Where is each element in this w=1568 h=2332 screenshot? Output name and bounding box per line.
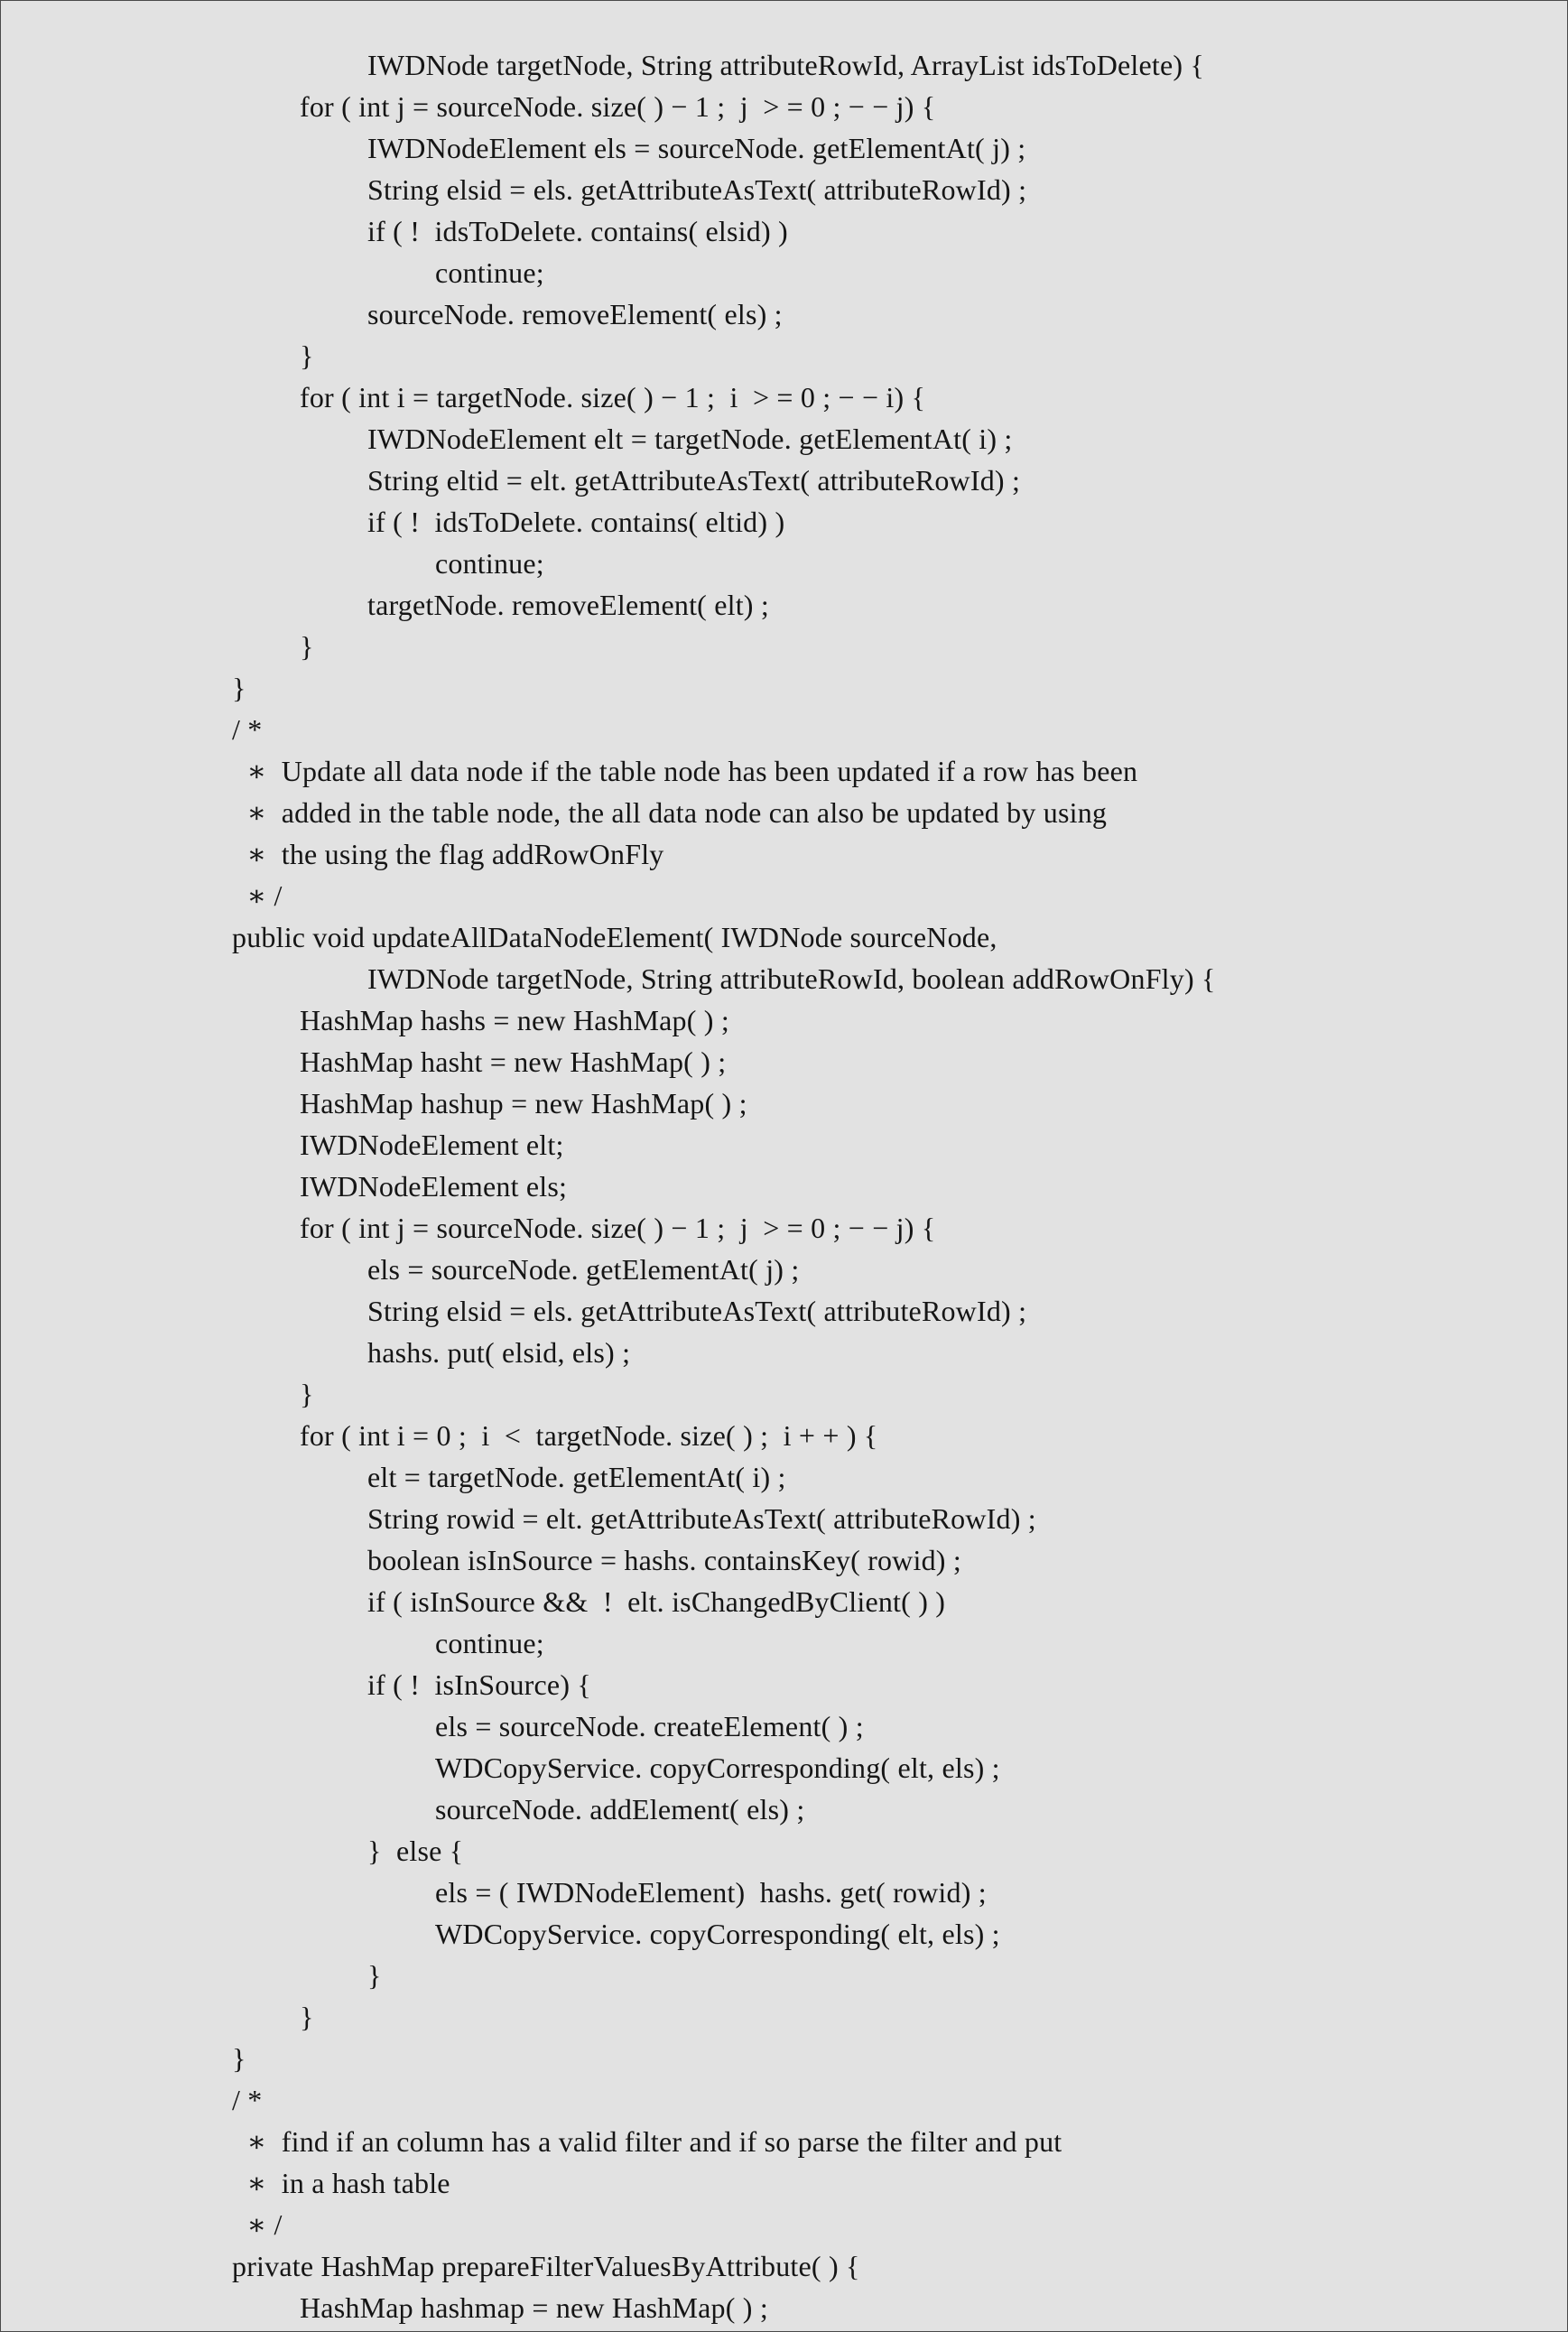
code-line: sourceNode. removeElement( els) ; <box>367 298 783 330</box>
code-line: els = ( IWDNodeElement) hashs. get( rowid) ; <box>435 1876 987 1909</box>
code-line: HashMap hashs = new HashMap( ) ; <box>300 1004 729 1036</box>
code-line: } else { <box>367 1835 464 1867</box>
code-line: String elsid = els. getAttributeAsText( attributeRowId) ; <box>367 1295 1027 1327</box>
code-line: public void updateAllDataNodeElement( IWDNode sourceNode, <box>232 921 997 953</box>
code-line: } <box>300 630 314 663</box>
code-line: IWDNodeElement elt = targetNode. getElementAt( i) ; <box>367 423 1013 455</box>
code-line: String rowid = elt. getAttributeAsText( attributeRowId) ; <box>367 1502 1036 1535</box>
code-line: IWDNodeElement els = sourceNode. getElementAt( j) ; <box>367 132 1026 164</box>
code-line: ∗ Update all data node if the table node has been updated if a row has been <box>232 755 1138 787</box>
code-line: IWDNode targetNode, String attributeRowId, boolean addRowOnFly) { <box>367 962 1216 995</box>
code-line: IWDNode targetNode, String attributeRowId, ArrayList idsToDelete) { <box>367 49 1205 81</box>
code-line: } <box>300 2001 314 2033</box>
code-line: for ( int j = sourceNode. size( ) − 1 ; j > = 0 ; − − j) { <box>300 1212 936 1244</box>
code-line: WDCopyService. copyCorresponding( elt, els) ; <box>435 1751 1000 1784</box>
code-line: HashMap hasht = new HashMap( ) ; <box>300 1045 727 1078</box>
code-line: ∗ in a hash table <box>232 2167 450 2199</box>
code-line: ∗ added in the table node, the all data node can also be updated by using <box>232 796 1108 829</box>
code-line: HashMap hashup = new HashMap( ) ; <box>300 1087 747 1120</box>
code-line: IWDNodeElement els; <box>300 1170 568 1203</box>
code-line: hashs. put( elsid, els) ; <box>367 1336 631 1369</box>
code-line: continue; <box>435 256 544 289</box>
code-line: WDCopyService. copyCorresponding( elt, els) ; <box>435 1918 1000 1950</box>
code-line: boolean isInSource = hashs. containsKey( rowid) ; <box>367 1544 961 1576</box>
code-line: continue; <box>435 1627 544 1659</box>
code-line: if ( ! idsToDelete. contains( eltid) ) <box>367 506 785 538</box>
code-line: ∗ / <box>232 2208 283 2241</box>
code-line: } <box>300 1378 314 1410</box>
code-line: continue; <box>435 547 544 580</box>
code-line: String eltid = elt. getAttributeAsText( attributeRowId) ; <box>367 464 1021 497</box>
code-line: String elsid = els. getAttributeAsText( attributeRowId) ; <box>367 173 1027 206</box>
code-line: for ( int i = 0 ; i < targetNode. size( ) ; i + + ) { <box>300 1419 878 1452</box>
code-line: ∗ the using the flag addRowOnFly <box>232 838 664 870</box>
code-line: elt = targetNode. getElementAt( i) ; <box>367 1461 786 1493</box>
code-line: } <box>232 2042 246 2075</box>
code-line: } <box>232 672 246 704</box>
code-line: els = sourceNode. getElementAt( j) ; <box>367 1253 800 1286</box>
code-line: ∗ / <box>232 879 283 912</box>
code-line: sourceNode. addElement( els) ; <box>435 1793 805 1826</box>
code-line: HashMap hashmap = new HashMap( ) ; <box>300 2291 768 2324</box>
code-line: if ( ! isInSource) { <box>367 1668 591 1701</box>
code-line: ∗ find if an column has a valid filter and if so parse the filter and put <box>232 2125 1062 2158</box>
code-line: } <box>367 1959 382 1992</box>
code-line: private HashMap prepareFilterValuesByAttribute( ) { <box>232 2250 860 2282</box>
code-line: / * <box>232 713 263 746</box>
code-line: IWDNodeElement elt; <box>300 1129 564 1161</box>
code-line: if ( isInSource && ! elt. isChangedByClient( ) ) <box>367 1585 946 1618</box>
code-line: for ( int i = targetNode. size( ) − 1 ; i > = 0 ; − − i) { <box>300 381 926 413</box>
code-line: for ( int j = sourceNode. size( ) − 1 ; j > = 0 ; − − j) { <box>300 90 936 123</box>
code-line: / * <box>232 2084 263 2116</box>
code-line: } <box>300 339 314 372</box>
code-line: targetNode. removeElement( elt) ; <box>367 589 769 621</box>
code-line: if ( ! idsToDelete. contains( elsid) ) <box>367 215 788 247</box>
code-line: els = sourceNode. createElement( ) ; <box>435 1710 864 1742</box>
